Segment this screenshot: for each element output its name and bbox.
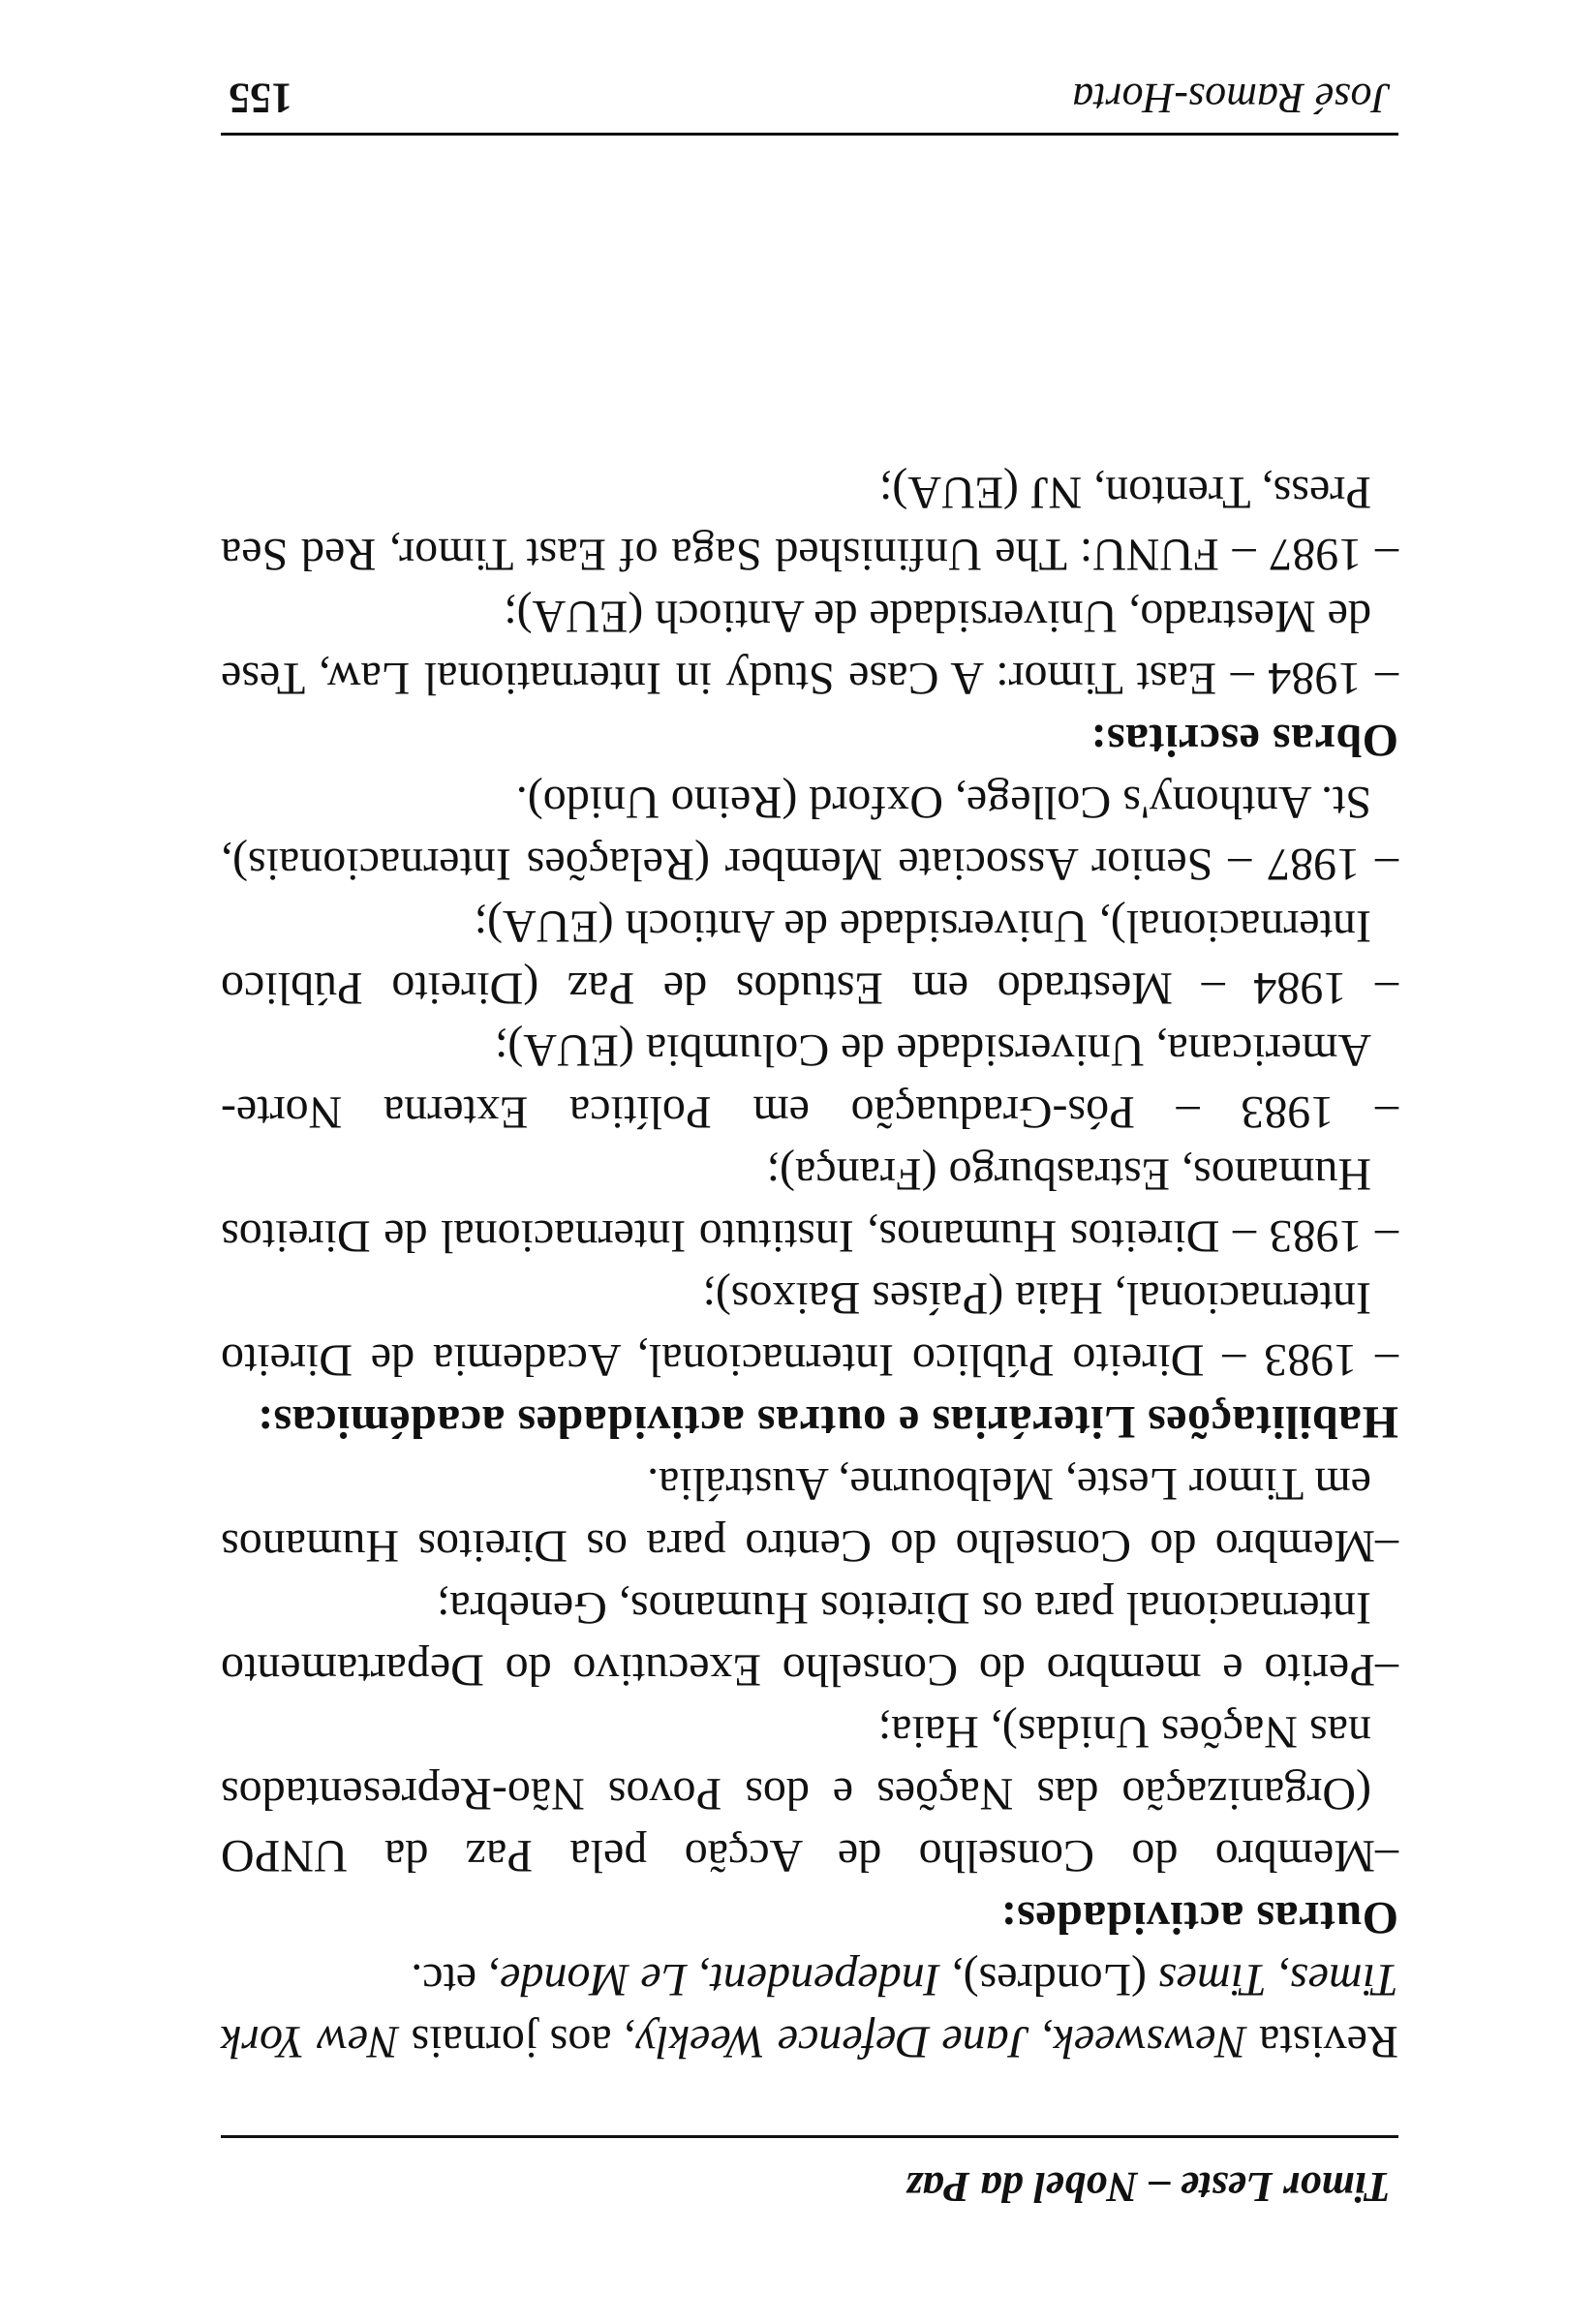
running-head	[221, 2135, 1398, 2225]
intro-text-run: ,	[1266, 1954, 1290, 2005]
intro-text-run: Revista	[1246, 2016, 1398, 2067]
intro-italic-title: New York Times	[220, 1954, 1398, 2067]
list-item: – 1983 – Direito Público Internacional, Academia de Direito Internacional, Haia (Países Baixos);	[221, 1272, 1398, 1386]
intro-italic-title: Jane Defence Weekly	[635, 2016, 1030, 2067]
page-number: 155	[229, 75, 292, 122]
list-item: –Membro do Conselho de Acção pela Paz da UNPO (Organização das Nações e dos Povos Não-Representados nas Nações Unidas), Haia;	[221, 1706, 1398, 1881]
section-heading-habilitacoes: Habilitações Literárias e outras actividades académicas:	[257, 1396, 1398, 1448]
list-item: – 1987 – Senior Associate Member (Relações Internacionais), St. Anthony's College, Oxford (Reino Unido).	[221, 777, 1398, 890]
intro-italic-title: Independent	[710, 1954, 940, 2005]
body-text	[221, 461, 1398, 2072]
intro-text-run: ,	[687, 1954, 711, 2005]
intro-italic-title: Times	[1157, 1954, 1267, 2005]
list-item: – 1984 – East Timor: A Case Study in International Law, Tese de Mestrado, Universidade de Antioch (EUA);	[221, 591, 1398, 704]
intro-text-run: (Londres),	[939, 1954, 1158, 2005]
list-item: – 1983 – Direitos Humanos, Instituto Internacional de Direitos Humanos, Estrasburgo (França);	[221, 1148, 1398, 1262]
list-item: –Perito e membro do Conselho Executivo do Departamento Internacional para os Direitos Humanos, Genebra;	[221, 1582, 1398, 1696]
intro-text-run: , etc.	[411, 1954, 501, 2005]
list-item: – 1987 – FUNU: The Unfinished Saga of East Timor, Red Sea Press, Trenton, NJ (EUA);	[221, 467, 1398, 580]
running-foot-author: José Ramos-Horta	[1072, 75, 1391, 122]
intro-text-run: , aos jornais	[399, 2016, 636, 2067]
running-head-title: Timor Leste – Nobel da Paz	[905, 2163, 1391, 2211]
section-heading-obras: Obras escritas:	[1090, 715, 1398, 766]
intro-italic-title: Le Monde	[500, 1954, 688, 2005]
intro-text-run: ,	[1029, 2016, 1054, 2067]
intro-italic-title: Newsweek	[1053, 2016, 1247, 2067]
section-heading-outras: Outras actividades:	[1000, 1892, 1398, 1943]
intro-paragraph	[221, 1948, 1398, 2072]
list-item: –Membro do Conselho do Centro para os Direitos Humanos em Timor Leste, Melbourne, Austrália.	[221, 1458, 1398, 1572]
list-item: – 1984 – Mestrado em Estudos de Paz (Direito Público Internacional), Universidade de Antioch (EUA);	[221, 901, 1398, 1014]
running-foot	[221, 46, 1398, 136]
list-item: – 1983 – Pós-Graduação em Política Externa Norte-Americana, Universidade de Columbia (EUA);	[221, 1024, 1398, 1138]
